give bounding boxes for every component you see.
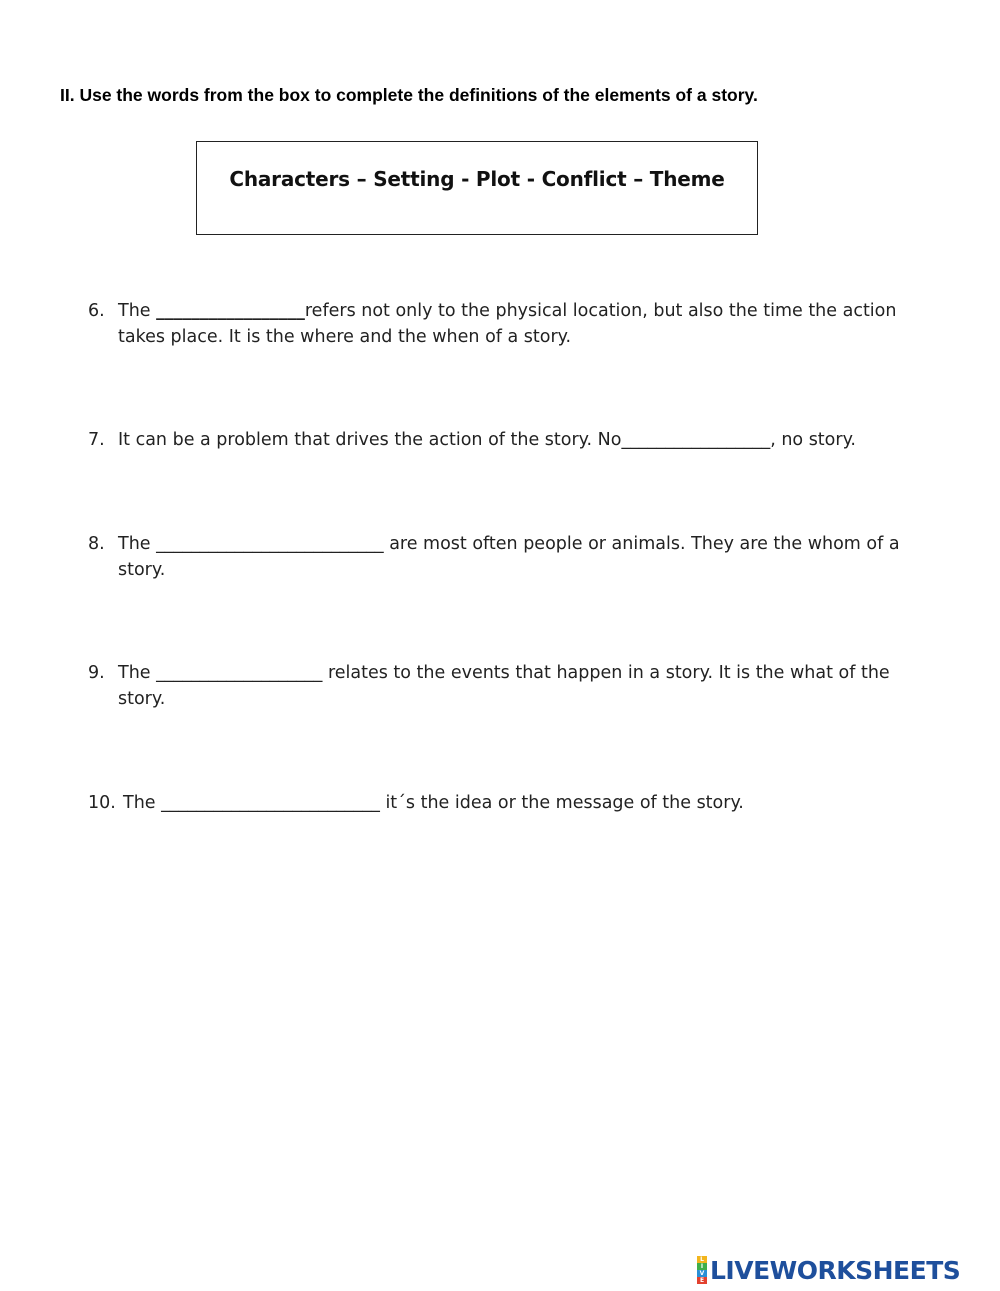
liveworksheets-logo[interactable] xyxy=(697,1255,960,1285)
question-7 xyxy=(88,427,933,453)
question-text-after: it´s the idea or the message of the story. xyxy=(379,793,744,813)
liveworksheets-logo-icon xyxy=(697,1256,707,1284)
question-text-before: The xyxy=(118,301,157,321)
word-box-text: Characters – Setting - Plot - Conflict – Theme xyxy=(229,167,725,191)
question-10 xyxy=(88,790,933,816)
logo-mark-letter: L xyxy=(697,1256,707,1263)
logo-mark-letter: E xyxy=(697,1277,707,1284)
question-text-before: The xyxy=(118,663,157,683)
logo-mark-letter: I xyxy=(697,1263,707,1270)
question-number: 8. xyxy=(88,534,105,554)
word-box xyxy=(196,141,758,235)
answer-blank-10[interactable]: _________________________ xyxy=(161,793,380,813)
question-9 xyxy=(88,660,933,712)
question-number: 10. xyxy=(88,793,116,813)
question-text-before: The xyxy=(118,534,157,554)
question-number: 7. xyxy=(88,430,105,450)
logo-mark-letter: V xyxy=(697,1270,707,1277)
instruction-heading: II. Use the words from the box to complete the definitions of the elements of a story. xyxy=(60,85,758,105)
question-text-after: , no story. xyxy=(770,430,856,450)
question-text-before: It can be a problem that drives the action of the story. No xyxy=(118,430,622,450)
question-text-before: The xyxy=(123,793,162,813)
answer-blank-6[interactable]: _________________ xyxy=(156,301,305,321)
answer-blank-9[interactable]: ___________________ xyxy=(156,663,323,683)
answer-blank-8[interactable]: __________________________ xyxy=(156,534,384,554)
question-text-after: are most often people or animals. They are the whom of a story. xyxy=(118,534,900,580)
answer-blank-7[interactable]: _________________ xyxy=(621,430,771,450)
liveworksheets-logo-text: LIVEWORKSHEETS xyxy=(710,1255,961,1285)
question-8 xyxy=(88,531,933,583)
question-text-after: relates to the events that happen in a story. It is the what of the story. xyxy=(118,663,890,709)
question-number: 9. xyxy=(88,663,105,683)
question-number: 6. xyxy=(88,301,105,321)
question-text-after: refers not only to the physical location, but also the time the action takes place. It is the where and the when of a story. xyxy=(118,301,897,347)
question-6 xyxy=(88,298,933,350)
